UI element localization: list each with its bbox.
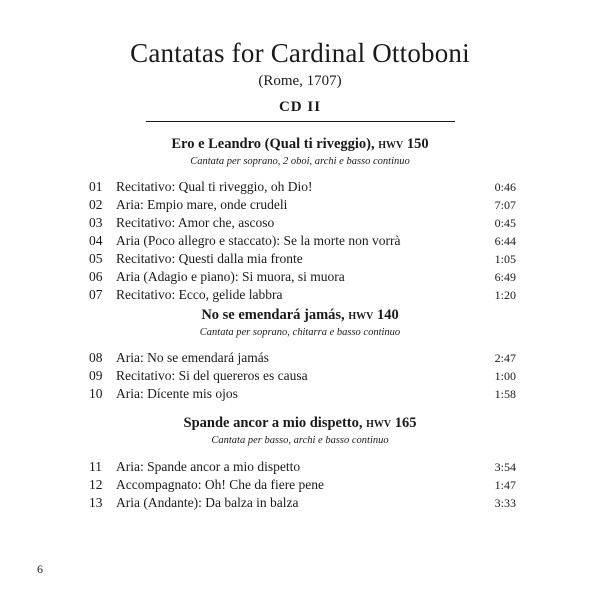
- work-subtitle: Cantata per soprano, 2 oboi, archi e basso continuo: [190, 156, 410, 167]
- track-name: Aria: Dícente mis ojos: [116, 386, 238, 401]
- track-row: [0, 233, 600, 251]
- track-name: Aria: No se emendará jamás: [116, 350, 269, 365]
- track-number: 10: [89, 386, 103, 401]
- track-duration: 6:44: [494, 234, 516, 248]
- track-name: Aria (Adagio e piano): Si muora, si muora: [116, 269, 345, 284]
- track-row: [0, 459, 600, 477]
- track-name: Recitativo: Si del quereros es causa: [116, 368, 308, 383]
- track-number: 02: [89, 197, 103, 212]
- track-name: Aria (Poco allegro e staccato): Se la morte non vorrà: [116, 233, 401, 248]
- work-catalogue-number: hwv 165: [366, 415, 417, 431]
- track-number: 05: [89, 251, 103, 266]
- work-title: [0, 415, 600, 432]
- track-row: [0, 287, 600, 305]
- track-duration: 3:54: [494, 460, 516, 474]
- track-duration: 6:49: [494, 270, 516, 284]
- track-name: Recitativo: Amor che, ascoso: [116, 215, 275, 230]
- track-name: Recitativo: Qual ti riveggio, oh Dio!: [116, 179, 313, 194]
- work-subtitle: Cantata per basso, archi e basso continuo: [211, 435, 389, 446]
- work-catalogue-number: hwv 140: [348, 307, 399, 323]
- track-number: 08: [89, 350, 103, 365]
- track-duration: 0:45: [494, 216, 516, 230]
- track-number: 03: [89, 215, 103, 230]
- track-name: Aria (Andante): Da balza in balza: [116, 495, 299, 510]
- track-number: 09: [89, 368, 103, 383]
- track-row: [0, 251, 600, 269]
- track-duration: 1:05: [494, 252, 516, 266]
- track-number: 01: [89, 179, 103, 194]
- track-row: [0, 386, 600, 404]
- page-title: Cantatas for Cardinal Ottoboni: [130, 38, 470, 68]
- track-row: [0, 368, 600, 386]
- work-catalogue-number: hwv 150: [378, 136, 429, 152]
- track-duration: 0:46: [494, 180, 516, 194]
- track-number: 11: [89, 459, 102, 474]
- track-row: [0, 477, 600, 495]
- track-name: Aria: Spande ancor a mio dispetto: [116, 459, 301, 474]
- track-name: Accompagnato: Oh! Che da fiere pene: [116, 477, 325, 492]
- track-row: [0, 269, 600, 287]
- track-number: 04: [89, 233, 103, 248]
- work-subtitle: Cantata per soprano, chitarra e basso continuo: [199, 327, 401, 338]
- track-duration: 7:07: [494, 198, 516, 212]
- track-row: [0, 215, 600, 233]
- track-name: Recitativo: Questi dalla mia fronte: [116, 251, 303, 266]
- work-title-text: No se emendará jamás,: [201, 307, 345, 323]
- page-number: 6: [37, 562, 43, 576]
- work-title-text: Ero e Leandro (Qual ti riveggio),: [171, 136, 375, 152]
- work-title: [0, 307, 600, 324]
- track-row: [0, 197, 600, 215]
- track-number: 07: [89, 287, 103, 302]
- track-name: Aria: Empio mare, onde crudeli: [116, 197, 288, 212]
- track-number: 13: [89, 495, 103, 510]
- track-row: [0, 350, 600, 368]
- track-duration: 2:47: [494, 351, 516, 365]
- track-duration: 1:20: [494, 288, 516, 302]
- cd-divider: [146, 121, 455, 122]
- cd-label: CD II: [278, 99, 322, 115]
- page-subtitle: (Rome, 1707): [258, 73, 342, 89]
- track-row: [0, 495, 600, 513]
- work-title-text: Spande ancor a mio dispetto,: [183, 415, 363, 431]
- track-duration: 1:00: [494, 369, 516, 383]
- track-number: 12: [89, 477, 103, 492]
- track-number: 06: [89, 269, 103, 284]
- track-row: [0, 179, 600, 197]
- track-duration: 1:47: [494, 478, 516, 492]
- track-duration: 1:58: [494, 387, 516, 401]
- track-name: Recitativo: Ecco, gelide labbra: [116, 287, 283, 302]
- work-title: [0, 136, 600, 153]
- track-duration: 3:33: [494, 496, 516, 510]
